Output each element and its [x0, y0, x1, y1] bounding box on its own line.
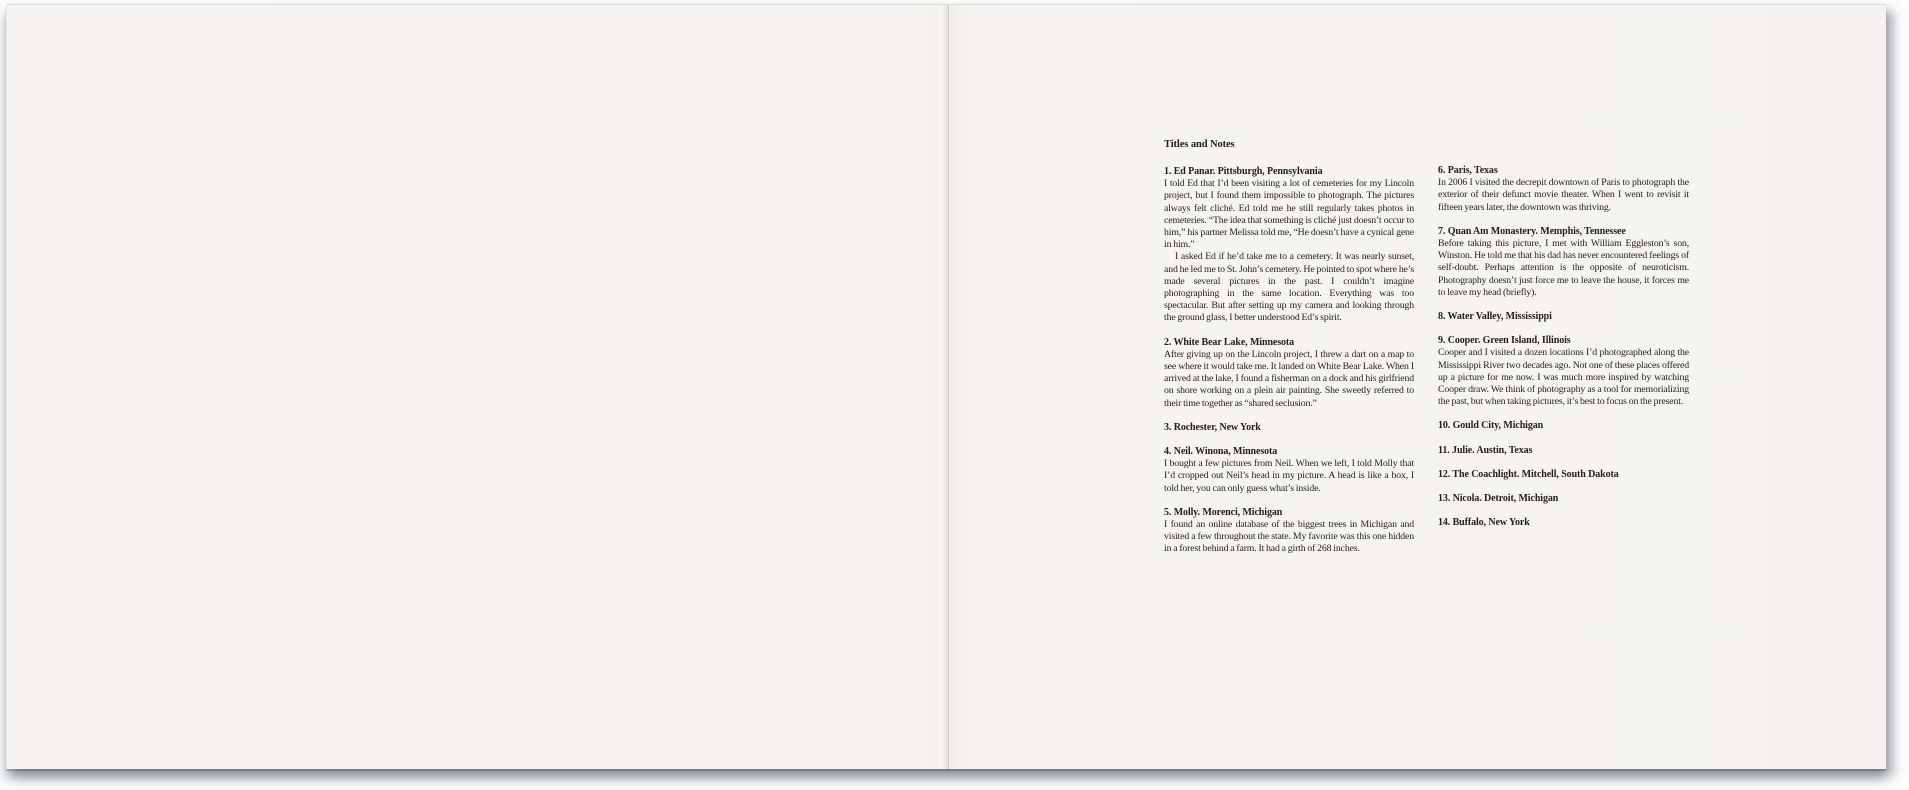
- note-heading: 10. Gould City, Michigan: [1438, 420, 1544, 432]
- note-heading: 1. Ed Panar. Pittsburgh, Pennsylvania: [1164, 166, 1323, 177]
- note-block: [1438, 335, 1689, 408]
- note-heading: 6. Paris, Texas: [1438, 165, 1498, 176]
- note-paragraph: In 2006 I visited the decrepit downtown of Paris to photograph the exterior of their defunct movie theater. When I went to revisit it fifteen years later, the downtown was thriving.: [1438, 177, 1689, 213]
- note-block: [1438, 420, 1689, 432]
- book-gutter: [943, 5, 955, 769]
- note-heading: 5. Molly. Morenci, Michigan: [1164, 506, 1283, 518]
- note-paragraph: Before taking this picture, I met with William Eggleston’s son, Winston. He told me that his dad has never encountered feelings of self-doubt. Perhaps attention is the opposite of neuroticism. Photography doesn’t just force me to leave the house, it forces me to leave my head (briefly).: [1438, 238, 1689, 298]
- note-heading: 9. Cooper. Green Island, Illinois: [1438, 335, 1571, 347]
- book-spread: [6, 4, 1886, 769]
- note-heading: 3. Rochester, New York: [1164, 421, 1261, 433]
- note-block: [1438, 311, 1689, 323]
- note-paragraph: I found an online database of the biggest trees in Michigan and visited a few throughout the state. My favorite was this one hidden in a forest behind a farm. It had a girth of 268 inches.: [1164, 519, 1414, 555]
- note-heading: 11. Julie. Austin, Texas: [1438, 444, 1533, 456]
- note-block: [1438, 469, 1689, 481]
- note-paragraph: Cooper and I visited a dozen locations I’d photographed along the Mississippi River two decades ago. Not one of these places offered up a picture for me now. I was much more inspired by watching Cooper draw. We think of photography as a tool for memorializing the past, but when taking pictures, it’s best to focus on the present.: [1438, 347, 1689, 408]
- note-heading: 13. Nicola. Detroit, Michigan: [1438, 493, 1559, 505]
- note-block: [1164, 446, 1414, 495]
- note-block: [1438, 517, 1689, 529]
- note-paragraph: I bought a few pictures from Neil. When we left, I told Molly that I’d cropped out Neil’s head in my picture. A head is like a box, I told her, you can only guess what’s inside.: [1164, 458, 1414, 494]
- note-block: [1164, 422, 1414, 434]
- note-block: [1438, 445, 1689, 457]
- note-paragraph: After giving up on the Lincoln project, I threw a dart on a map to see where it would take me. It landed on White Bear Lake. When I arrived at the lake, I found a fisherman on a dock and his girlfriend on shore working on a plein air painting. She sweetly referred to their time together as “shared seclusion.”: [1164, 348, 1414, 409]
- note-block: [1438, 226, 1689, 299]
- note-block: [1438, 165, 1689, 214]
- note-block: [1164, 507, 1414, 556]
- note-block: [1438, 493, 1689, 505]
- note-paragraph: I asked Ed if he’d take me to a cemetery. It was nearly sunset, and he led me to St. John’s cemetery. He pointed to spot where he’s made several pictures in the past. I couldn’t imagine photographing in the same location. Everything was too spectacular. But after setting up my camera and looking through the ground glass, I better understood Ed’s spirit.: [1164, 251, 1414, 324]
- note-heading: 8. Water Valley, Mississippi: [1438, 311, 1552, 323]
- note-heading: 7. Quan Am Monastery. Memphis, Tennessee: [1438, 225, 1626, 237]
- note-block: [1164, 337, 1414, 410]
- left-page-blank: [7, 5, 948, 769]
- note-block: [1164, 166, 1414, 325]
- notes-column-left: [1164, 138, 1414, 556]
- note-paragraph: I told Ed that I’d been visiting a lot of cemeteries for my Lincoln project, but I found them impossible to photograph. The pictures always felt cliché. Ed told me he still regularly takes photos in cemeteries. “The idea that something is cliché just doesn’t occur to him,” his partner Melissa told me, “He doesn’t have a cynical gene in him.”: [1164, 178, 1414, 251]
- section-title: Titles and Notes: [1164, 139, 1235, 150]
- note-heading: 12. The Coachlight. Mitchell, South Dakota: [1438, 468, 1619, 480]
- notes-column-right: [1438, 165, 1689, 529]
- note-heading: 14. Buffalo, New York: [1438, 517, 1530, 529]
- note-heading: 4. Neil. Winona, Minnesota: [1164, 446, 1278, 458]
- right-page: [954, 5, 1886, 769]
- note-heading: 2. White Bear Lake, Minnesota: [1164, 336, 1295, 348]
